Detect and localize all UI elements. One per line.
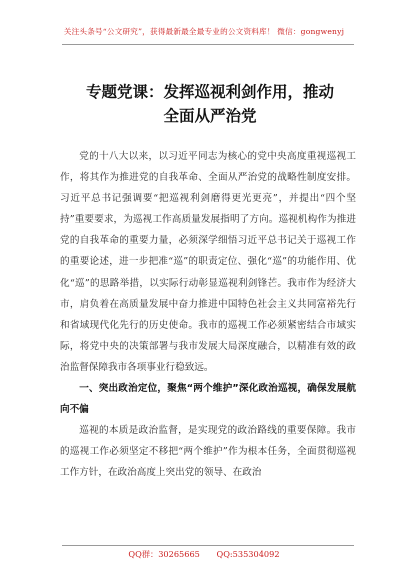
document-body <box>60 146 356 484</box>
body-paragraph-1: 党的十八大以来，以习近平同志为核心的党中央高度重视巡视工作，将其作为推进党的自我革命、全面从严治党的战略性制度安排。习近平总书记强调要“把巡视利剑磨得更光更亮”，并提出“四个坚持”重要要求，为巡视工作高质量发展指明了方向。巡视机构作为推进党的自我革命的重要力量，必须深学细悟习近平总书记关于巡视工作的重要论述，进一步把准“巡”的职责定位、强化“巡”的功能作用、优化“巡”的思路举措，以实际行动彰显巡视利剑锋芒。我市作为经济大市，肩负着在高质量发展中奋力推进中国特色社会主义共同富裕先行和省域现代化先行的历史使命。我市的巡视工作必须紧密结合市域实际，将党中央的决策部署与我市发展大局深度融合，以精准有效的政治监督保障我市各项事业行稳致远。 <box>60 151 356 373</box>
body-paragraph-2: 巡视的本质是政治监督，是实现党的政治路线的重要保障。我市的巡视工作必须坚定不移把“两个维护”作为根本任务，全面贯彻巡视工作方针，在政治高度上突出党的领导、在政治 <box>60 425 356 479</box>
title-line-2: 全面从严治党 <box>163 107 257 125</box>
header-divider <box>62 44 354 45</box>
footer-note: QQ群：30265665 QQ:535304092 <box>128 549 280 559</box>
title-line-1: 专题党课：发挥巡视利剑作用，推动 <box>85 83 334 101</box>
footer-divider <box>62 545 354 546</box>
header-note: 关注头条号“公文研究”，获得最新最全最专业的公文资料库！ 微信：gongwenyj <box>63 27 345 36</box>
document-title <box>60 80 360 128</box>
section-heading-1: 一、突出政治定位，聚焦“两个维护”深化政治巡视，确保发展航向不偏 <box>60 383 356 416</box>
